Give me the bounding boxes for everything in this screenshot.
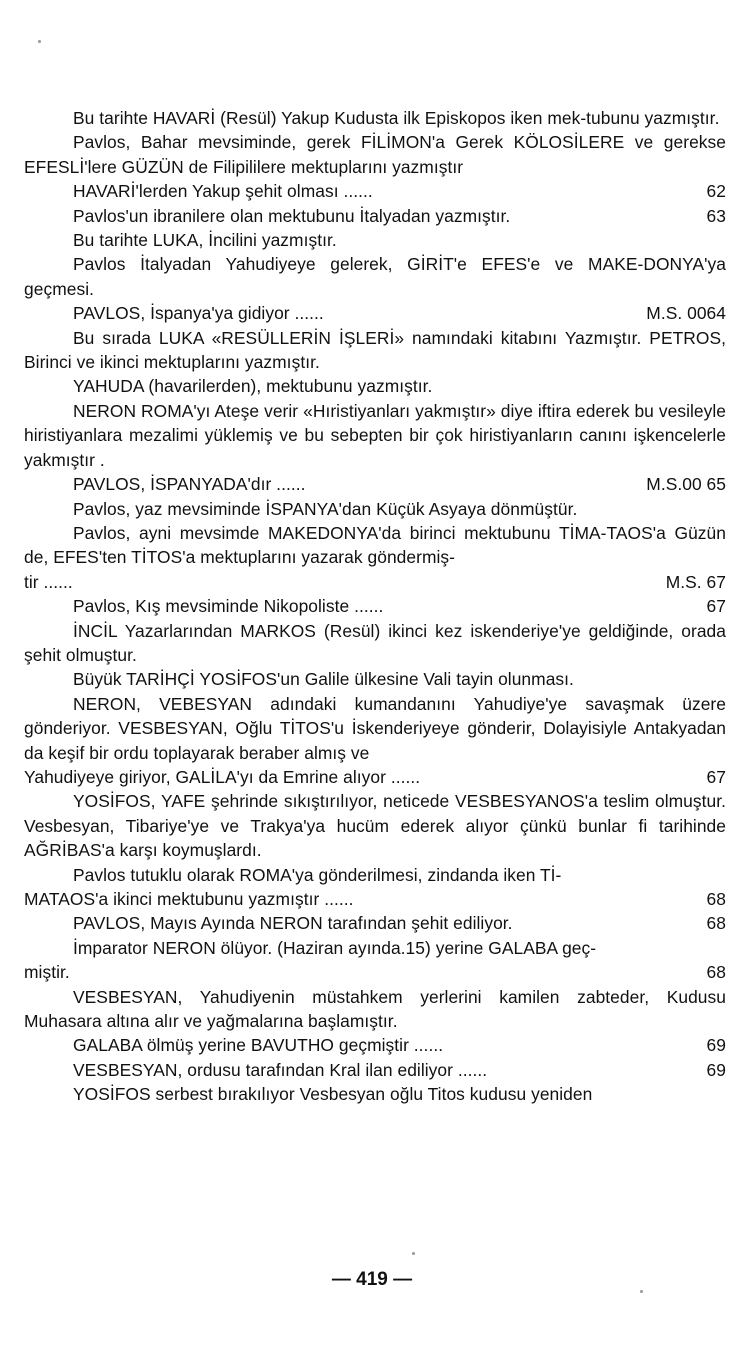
paragraph: YAHUDA (havarilerden), mektubunu yazmıştır. — [73, 376, 433, 397]
page-ref: 68 — [706, 889, 726, 909]
page-ref: M.S.00 65 — [646, 474, 726, 495]
paragraph: İNCİL Yazarlarından MARKOS (Resül) ikinci kez iskenderiye'ye geldiğinde, orada şehit olmuştur. — [24, 620, 726, 665]
paragraph: Bu tarihte HAVARİ (Resül) Yakup Kudusta ilk Episkopos iken mek-tubunu yazmıştır. — [73, 108, 720, 128]
page-number: — 419 — — [331, 1269, 413, 1290]
entry-line: VESBESYAN, ordusu tarafından Kral ilan ediliyor ...... 69 — [24, 1058, 726, 1082]
page-ref: 69 — [706, 1035, 726, 1056]
page-ref: 68 — [706, 962, 726, 983]
print-speck — [412, 1252, 415, 1255]
paragraph: YOSİFOS, YAFE şehrinde sıkıştırılıyor, neticede VESBESYANOS'a teslim olmuştur. Vesbesyan, Tibariye'ye ve Trakya'ya hucüm ederek alıyor çünkü bunlar fi tarihinde AĞRİBAS'a karşı koymuşlardı. — [24, 791, 726, 861]
paragraph: NERON ROMA'yı Ateşe verir «Hıristiyanları yakmıştır» diye iftira ederek bu vesileyle hiristiyanlara mezalimi yüklemiş ve bu sebepten bir çok hiristiyanların canını işkencelerle yakmıştır . — [24, 400, 726, 470]
page-ref: M.S. 67 — [665, 571, 726, 592]
paragraph: Pavlos İtalyadan Yahudiyeye gelerek, GİRİT'e EFES'e ve MAKE-DONYA'ya geçmesi. — [24, 254, 726, 299]
paragraph: Büyük TARİHÇİ YOSİFOS'un Galile ülkesine Vali tayin olunması. — [73, 669, 574, 690]
page-ref: 68 — [706, 913, 726, 934]
page-ref: 67 — [706, 596, 726, 617]
page-ref: M.S. 0064 — [646, 303, 726, 324]
entry-line: miştir. 68 — [24, 960, 726, 984]
entry-line: Pavlos'un ibranilere olan mektubunu İtalyadan yazmıştır. 63 — [24, 204, 726, 228]
paragraph: Bu tarihte LUKA, İncilini yazmıştır. — [73, 230, 337, 251]
page-body — [24, 106, 726, 1107]
paragraph: İmparator NERON ölüyor. (Haziran ayında.15) yerine GALABA geç- — [73, 937, 597, 958]
entry-line: Yahudiyeye giriyor, GALİLA'yı da Emrine alıyor ...... 67 — [24, 765, 726, 789]
entry-line: GALABA ölmüş yerine BAVUTHO geçmiştir ...... 69 — [24, 1033, 726, 1057]
entry-line: tir ...... M.S. 67 — [24, 570, 726, 594]
entry-line: HAVARİ'lerden Yakup şehit olması ...... 62 — [24, 179, 726, 203]
print-speck — [38, 40, 41, 43]
paragraph: Pavlos, ayni mevsimde MAKEDONYA'da birinci mektubunu TİMA-TAOS'a Güzün de, EFES'ten TİTOS'a mektuplarını yazarak göndermiş- — [24, 522, 726, 568]
paragraph: Bu sırada LUKA «RESÜLLERİN İŞLERİ» namındaki kitabını Yazmıştır. PETROS, Birinci ve ikinci mektuplarını yazmıştır. — [24, 327, 726, 373]
paragraph: Pavlos tutuklu olarak ROMA'ya gönderilmesi, zindanda iken Tİ- — [73, 864, 562, 885]
paragraph: YOSİFOS serbest bırakılıyor Vesbesyan oğlu Titos kudusu yeniden — [73, 1084, 593, 1105]
entry-line: MATAOS'a ikinci mektubunu yazmıştır ...... 68 — [24, 887, 726, 911]
paragraph: VESBESYAN, Yahudiyenin müstahkem yerlerini kamilen zabteder, Kudusu Muhasara altına alır ve yağmalarına başlamıştır. — [24, 986, 726, 1032]
page-ref: 63 — [706, 205, 726, 226]
paragraph: Pavlos, yaz mevsiminde İSPANYA'dan Küçük Asyaya dönmüştür. — [73, 498, 578, 519]
page-ref: 62 — [706, 181, 726, 202]
paragraph: Pavlos, Bahar mevsiminde, gerek FİLİMON'a Gerek KÖLOSİLERE ve gerekse EFESLİ'lere GÜZÜN de Filipililere mektuplarını yazmıştır — [24, 132, 726, 177]
page-ref: 69 — [706, 1059, 726, 1080]
page-ref: 67 — [706, 766, 726, 787]
entry-line: PAVLOS, İSPANYADA'dır ...... M.S.00 65 — [24, 472, 726, 496]
entry-line: Pavlos, Kış mevsiminde Nikopoliste ...... 67 — [24, 594, 726, 618]
entry-line: PAVLOS, Mayıs Ayında NERON tarafından şehit ediliyor. 68 — [24, 911, 726, 935]
paragraph: NERON, VEBESYAN adındaki kumandanını Yahudiye'ye savaşmak üzere gönderiyor. VESBESYAN, Oğlu TİTOS'u İskenderiyeye gönderir, Dolayisiyle Antakyadan da keşif bir ordu toplayarak beraber almış ve — [24, 693, 726, 763]
entry-line: PAVLOS, İspanya'ya gidiyor ...... M.S. 0064 — [24, 301, 726, 325]
